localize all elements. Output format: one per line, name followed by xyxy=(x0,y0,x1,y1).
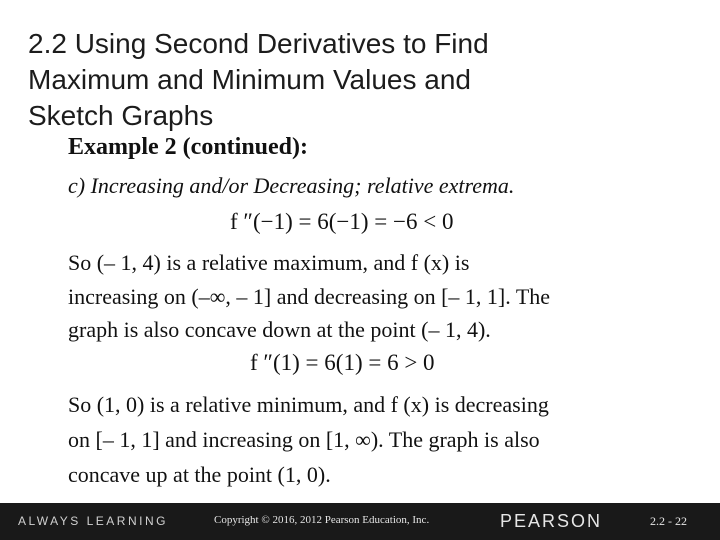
paragraph-line: So (1, 0) is a relative minimum, and f (x) is decreasing xyxy=(68,392,549,417)
second-derivative-at-minus-one: f ″(−1) = 6(−1) = −6 < 0 xyxy=(230,209,454,234)
part-c-heading: c) Increasing and/or Decreasing; relative extrema. xyxy=(68,173,515,198)
copyright-text: Copyright © 2016, 2012 Pearson Education, Inc. xyxy=(214,514,430,526)
pearson-logo: PEARSON xyxy=(500,511,603,531)
slide-title xyxy=(28,26,688,134)
paragraph-line: on [– 1, 1] and increasing on [1, ∞). The graph is also xyxy=(68,427,540,452)
example-heading: Example 2 (continued): xyxy=(68,134,308,160)
title-line: 2.2 Using Second Derivatives to Find xyxy=(28,28,489,59)
paragraph-line: So (– 1, 4) is a relative maximum, and f (x) is xyxy=(68,250,470,275)
paragraph-line: concave up at the point (1, 0). xyxy=(68,462,331,487)
title-line: Maximum and Minimum Values and xyxy=(28,64,471,95)
footer-tagline: ALWAYS LEARNING xyxy=(18,514,168,528)
footer-bar xyxy=(0,503,720,540)
title-line: Sketch Graphs xyxy=(28,100,214,131)
page-number: 2.2 - 22 xyxy=(650,514,687,528)
second-derivative-at-one: f ″(1) = 6(1) = 6 > 0 xyxy=(250,350,435,375)
paragraph-line: graph is also concave down at the point (– 1, 4). xyxy=(68,317,491,342)
paragraph-line: increasing on (–∞, – 1] and decreasing on [– 1, 1]. The xyxy=(68,284,551,309)
